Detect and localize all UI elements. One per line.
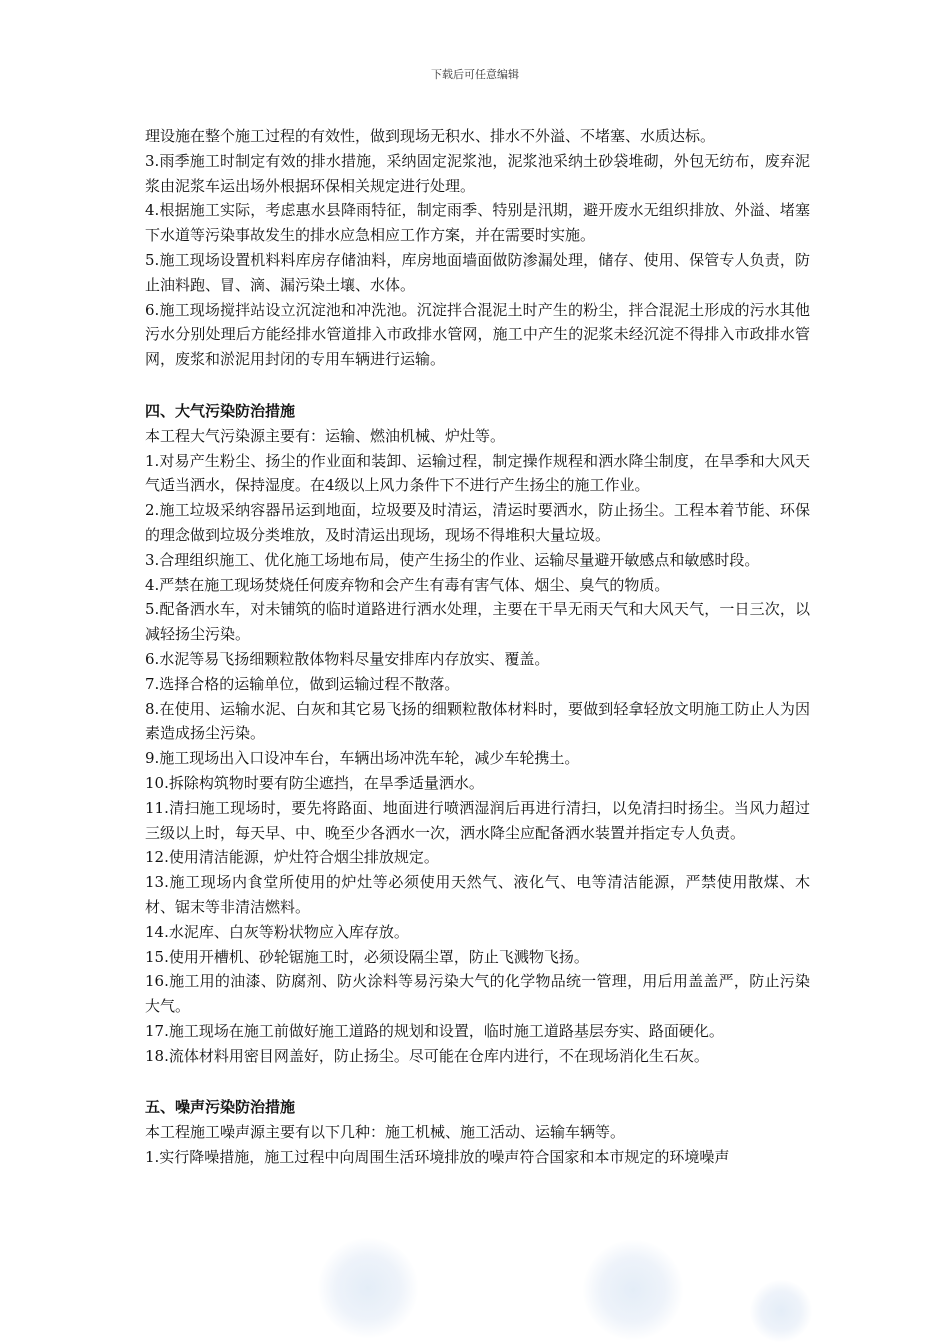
paragraph: 6.施工现场搅拌站设立沉淀池和冲洗池。沉淀拌合混泥土时产生的粉尘，拌合混泥土形成的污水其他污水分别处理后方能经排水管道排入市政排水管网，施工中产生的泥浆未经沉淀不得排入市政排水管网，废浆和淤泥用封闭的专用车辆进行运输。 bbox=[145, 300, 810, 369]
section-heading: 五、噪声污染防治措施 bbox=[145, 1098, 296, 1117]
paragraph: 9.施工现场出入口设冲车台，车辆出场冲洗车轮，减少车轮携土。 bbox=[145, 749, 580, 768]
paragraph: 3.雨季施工时制定有效的排水措施，采纳固定泥浆池，泥浆池采纳土砂袋堆砌，外包无纺布，废弃泥浆由泥浆车运出场外根据环保相关规定进行处理。 bbox=[145, 151, 810, 195]
paragraph: 15.使用开槽机、砂轮锯施工时，必须设隔尘罩，防止飞溅物飞扬。 bbox=[145, 947, 589, 966]
paragraph: 5.配备洒水车，对未铺筑的临时道路进行洒水处理，主要在干旱无雨天气和大风天气，一日三次，以减轻扬尘污染。 bbox=[145, 600, 810, 644]
paragraph: 本工程大气污染源主要有：运输、燃油机械、炉灶等。 bbox=[145, 426, 506, 445]
paragraph: 3.合理组织施工、优化施工场地布局，使产生扬尘的作业、运输尽量避开敏感点和敏感时段。 bbox=[145, 550, 760, 569]
paragraph: 1.实行降噪措施，施工过程中向周围生活环境排放的噪声符合国家和本市规定的环境噪声 bbox=[145, 1148, 730, 1167]
paragraph: 14.水泥库、白灰等粉状物应入库存放。 bbox=[145, 922, 409, 941]
paragraph: 本工程施工噪声源主要有以下几种：施工机械、施工活动、运输车辆等。 bbox=[145, 1123, 626, 1142]
paragraph: 16.施工用的油漆、防腐剂、防火涂料等易污染大气的化学物品统一管理，用后用盖盖严，防止污染大气。 bbox=[145, 972, 810, 1016]
page-header: 下载后可任意编辑 bbox=[431, 68, 519, 81]
watermark-snowflake-icon bbox=[583, 1240, 683, 1340]
paragraph: 8.在使用、运输水泥、白灰和其它易飞扬的细颗粒散体材料时，要做到轻拿轻放文明施工防止人为因素造成扬尘污染。 bbox=[145, 699, 810, 743]
paragraph: 18.流体材料用密目网盖好，防止扬尘。尽可能在仓库内进行，不在现场消化生石灰。 bbox=[145, 1046, 709, 1065]
document-body bbox=[145, 124, 810, 1170]
paragraph: 11.清扫施工现场时，要先将路面、地面进行喷洒湿润后再进行清扫，以免清扫时扬尘。当风力超过三级以上时，每天早、中、晚至少各洒水一次，洒水降尘应配备洒水装置并指定专人负责。 bbox=[145, 798, 810, 842]
paragraph: 5.施工现场设置机料料库房存储油料，库房地面墙面做防渗漏处理，储存、使用、保管专人负责，防止油料跑、冒、滴、漏污染土壤、水体。 bbox=[145, 250, 810, 294]
paragraph: 7.选择合格的运输单位，做到运输过程不散落。 bbox=[145, 674, 460, 693]
paragraph: 6.水泥等易飞扬细颗粒散体物料尽量安排库内存放实、覆盖。 bbox=[145, 649, 550, 668]
watermark-snowflake-icon bbox=[750, 1280, 812, 1342]
paragraph: 2.施工垃圾采纳容器吊运到地面，垃圾要及时清运，清运时要洒水，防止扬尘。工程本着节能、环保的理念做到垃圾分类堆放，及时清运出现场，现场不得堆积大量垃圾。 bbox=[145, 501, 810, 544]
paragraph: 17.施工现场在施工前做好施工道路的规划和设置，临时施工道路基层夯实、路面硬化。 bbox=[145, 1021, 724, 1040]
paragraph: 12.使用清洁能源，炉灶符合烟尘排放规定。 bbox=[145, 848, 439, 867]
paragraph: 13.施工现场内食堂所使用的炉灶等必须使用天然气、液化气、电等清洁能源，严禁使用散煤、木材、锯末等非清洁燃料。 bbox=[145, 873, 810, 916]
watermark-snowflake-icon bbox=[318, 1238, 418, 1338]
paragraph: 10.拆除构筑物时要有防尘遮挡，在旱季适量洒水。 bbox=[145, 773, 484, 792]
paragraph: 4.严禁在施工现场焚烧任何废弃物和会产生有毒有害气体、烟尘、臭气的物质。 bbox=[145, 575, 670, 594]
section-heading: 四、大气污染防治措施 bbox=[145, 401, 296, 420]
paragraph: 4.根据施工实际，考虑惠水县降雨特征，制定雨季、特别是汛期，避开废水无组织排放、外溢、堵塞下水道等污染事故发生的排水应急相应工作方案，并在需要时实施。 bbox=[145, 201, 810, 245]
paragraph: 1.对易产生粉尘、扬尘的作业面和装卸、运输过程，制定操作规程和洒水降尘制度，在旱季和大风天气适当洒水，保持湿度。在4级以上风力条件下不进行产生扬尘的施工作业。 bbox=[145, 451, 810, 495]
paragraph: 理设施在整个施工过程的有效性，做到现场无积水、排水不外溢、不堵塞、水质达标。 bbox=[145, 127, 716, 145]
